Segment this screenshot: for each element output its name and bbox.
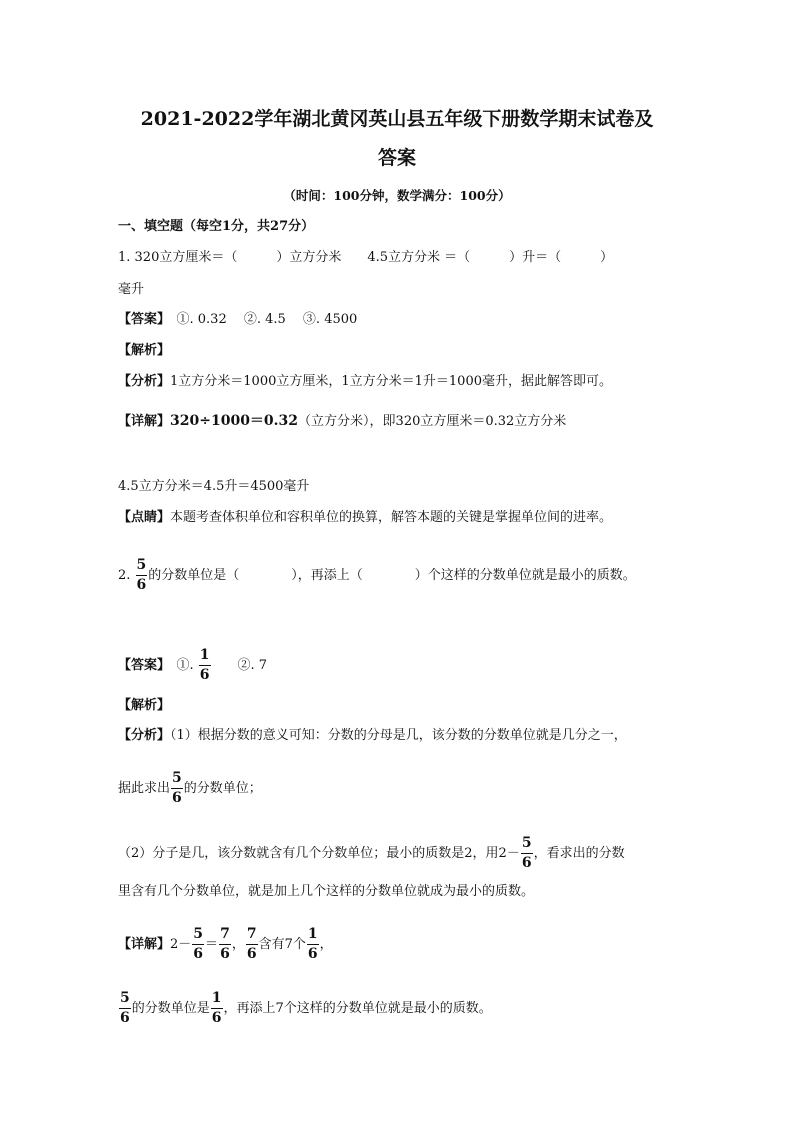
fraction-1-6: $\frac{1}{6}$: [307, 926, 318, 962]
fraction-1-6: $\frac{1}{6}$: [199, 647, 210, 683]
fenxi-text: 1立方分米＝1000立方厘米，1立方分米＝1升＝1000毫升，据此解答即可。: [170, 374, 612, 389]
question-2-conclusion: $\frac{5}{6}$ 的分数单位是 $\frac{1}{6}$ ，再添上7个这样的分数单位就是最小的质数。: [120, 990, 492, 1026]
document-title-line2: 答案: [377, 147, 416, 169]
xiangjie-label: 【详解】: [118, 937, 171, 952]
question-2-fenxi-1b: 据此求出 $\frac{5}{6}$ 的分数单位；: [118, 770, 262, 806]
q2-number: 2.: [118, 568, 135, 583]
xiangjie-math: 320÷1000＝0.32: [170, 413, 299, 429]
question-2-xiangjie: 【详解】2－ $\frac{5}{6}$ ＝ $\frac{7}{6}$ ， $\frac{7}{6}$ 含有7个 $\frac{1}{6}$ ，: [118, 926, 333, 962]
question-1-text: 1. 320立方厘米＝（ ）立方分米 4.5立方分米 ＝（ ）升＝（ ）: [118, 250, 614, 265]
question-1-line2: 4.5立方分米＝4.5升＝4500毫升: [118, 479, 310, 494]
answer-label: 【答案】: [118, 312, 164, 327]
fraction-1-6: $\frac{1}{6}$: [211, 990, 222, 1026]
question-2-fenxi-3: 里含有几个分数单位，就是加上几个这样的分数单位就成为最小的质数。: [118, 884, 535, 899]
question-1-jiexi: 【解析】: [118, 343, 171, 358]
fraction-5-6: $\frac{5}{6}$: [193, 926, 204, 962]
fraction-5-6: $\frac{5}{6}$: [120, 990, 130, 1026]
question-1-fenxi: [118, 373, 612, 391]
question-2-jiexi: 【解析】: [118, 698, 171, 713]
fraction-5-6: $\frac{5}{6}$: [172, 770, 182, 806]
answer-label: 【答案】: [118, 658, 164, 673]
document-title-line1: 2021-2022学年湖北黄冈英山县五年级下册数学期末试卷及: [140, 108, 654, 130]
question-2-fenxi-1: 【分析】（1）根据分数的意义可知：分数的分母是几，该分数的分数单位就是几分之一，: [118, 728, 627, 743]
dianjing-text: 本题考查体积单位和容积单位的换算，解答本题的关键是掌握单位间的进率。: [170, 510, 613, 525]
question-1-xiangjie: [118, 412, 566, 431]
document-subtitle: （时间：100分钟，数学满分：100分）: [283, 188, 511, 203]
dianjing-label: 【点睛】: [118, 510, 171, 525]
fraction-7-6: $\frac{7}{6}$: [220, 926, 230, 962]
fraction-5-6: $\frac{5}{6}$: [136, 557, 147, 593]
question-2-text: [118, 558, 636, 593]
section-heading: 一、填空题（每空1分，共27分）: [118, 219, 315, 234]
fraction-7-6: $\frac{7}{6}$: [246, 926, 257, 962]
fenxi-label: 【分析】: [118, 728, 171, 743]
question-1-answer: [118, 311, 357, 329]
question-2-fenxi-2: （2）分子是几，该分数就含有几个分数单位；最小的质数是2，用2－ $\frac{5}{6}$ ，看求出的分数: [118, 835, 625, 871]
q2-text: 的分数单位是（ ），再添上（ ）个这样的分数单位就是最小的质数。: [148, 568, 636, 583]
fraction-5-6: $\frac{5}{6}$: [521, 835, 532, 871]
question-1-dianjing: [118, 509, 612, 527]
xiangjie-text: （立方分米），即320立方厘米＝0.32立方分米: [298, 414, 567, 429]
answer-text: ①. 0.32 ②. 4.5 ③. 4500: [163, 312, 358, 327]
fenxi-label: 【分析】: [118, 374, 171, 389]
question-1-text-cont: 毫升: [118, 282, 145, 297]
xiangjie-label: 【详解】: [118, 414, 171, 429]
question-2-answer: 【答案】 ①. $\frac{1}{6}$ ②. 7: [118, 647, 268, 683]
